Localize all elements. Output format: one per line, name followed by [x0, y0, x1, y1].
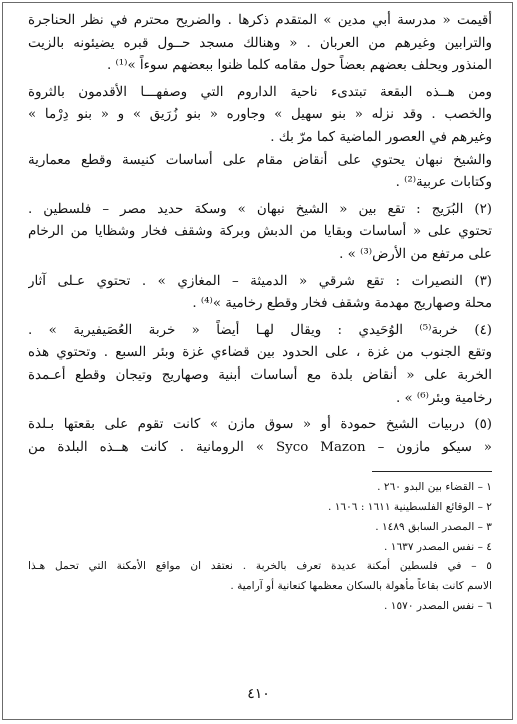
body-line: وكتابات عربية⁽²⁾ .: [395, 175, 492, 191]
footnote: ١ – القضاء بين البدو ٢٦٠ .: [377, 481, 492, 494]
body-line: والشيخ نبهان يحتوي على أنقاض مقام على أساسات كنيسة وقطع معمارية: [28, 152, 492, 168]
body-line: (٢) البُرَيج : تقع بين « الشيخ نبهان » وسكة حديد مصر – فلسطين .: [28, 201, 492, 217]
body-line: أقيمت « مدرسة أبي مدين » المتقدم ذكرها . والضريح محترم في نظر الحناجرة: [28, 13, 492, 28]
footnote: ٤ – نفس المصدر ١٦٣٧ .: [384, 540, 492, 553]
body-line: (٣) النصيرات : تقع شرقي « الدميثة – المغازي » . تحتوي عـلى آثار: [28, 273, 492, 289]
body-line: تحتوي على « أساسات وبقايا من الدبش وبركة وشقف فخار وشظايا من الرخام: [28, 224, 492, 240]
body-line: المنذور ويحلف بعضهم بعضاً حول مقامه كلما ظنوا ببعضهم سوءاً »⁽¹⁾ .: [106, 58, 492, 74]
footnote: ٢ – الوقائع الفلسطينية ١٦١١ : ١٦٠٦ .: [327, 501, 492, 514]
page-number: ٤١٠: [247, 686, 270, 702]
body-line: ومن هــذه البقعة تبتدىء ناحية الداروم التي وصفهـــا الأقدمون بالثروة: [28, 84, 492, 100]
footnote: الاسم كانت بقاعاً مأهولة بالسكان معظمها كنعانية أو آرامية .: [230, 580, 492, 593]
body-line: محلة وصهاريج مهدمة وشقف فخار وقطع رخامية »⁽⁴⁾ .: [192, 296, 492, 312]
body-line: (٥) دربيات الشيخ حمودة أو « سوق مازن » كانت تقوم على بقعتها بـلدة: [28, 417, 492, 433]
body-line: الخربة على « أنقاض بلدة مع أساسات أبنية وصهاريج وتيجان وقطع أعـمدة: [28, 367, 492, 383]
body-line: وتقع الجنوب من غزة ، على الحدود بين قضاءي غزة وبئر السبع . وتحتوي هذه: [28, 345, 492, 361]
footnote: ٥ – في فلسطين أمكنة عديدة تعرف بالخربة . نعتقد ان مواقع الأمكنة التي تحمل هـذا: [28, 560, 492, 573]
body-line: (٤) خربة⁽⁵⁾ الوُحَيدي : ويقال لهـا أيضاً « خربة العُصَيفيرية » .: [28, 322, 492, 338]
body-line: « سيكو مازون – Syco Mazon » الرومانية . كانت هــذه البلدة من: [28, 439, 492, 455]
body-line: رخامية وبئر⁽⁶⁾ » .: [395, 390, 492, 406]
body-line: والترابين وغيرهم من العربان . « وهنالك مسجد حــول قبره يضيئونه بالزيت: [28, 35, 492, 51]
footnote: ٦ – نفس المصدر ١٥٧٠ .: [384, 600, 492, 613]
body-line: والخصب . وقد نزله « بنو سهيل » وجاوره « بنو زُرَيق » و « بنو دِرْما »: [28, 107, 492, 123]
document-page: [28, 10, 492, 617]
footnote-separator: [372, 471, 492, 472]
footnote: ٣ – المصدر السابق ١٤٨٩ .: [375, 520, 492, 533]
body-line: وغيرهم في العصور الماضية كما مرّ بك .: [270, 129, 492, 145]
body-line: على مرتفع من الأرض⁽³⁾ » .: [339, 246, 492, 262]
